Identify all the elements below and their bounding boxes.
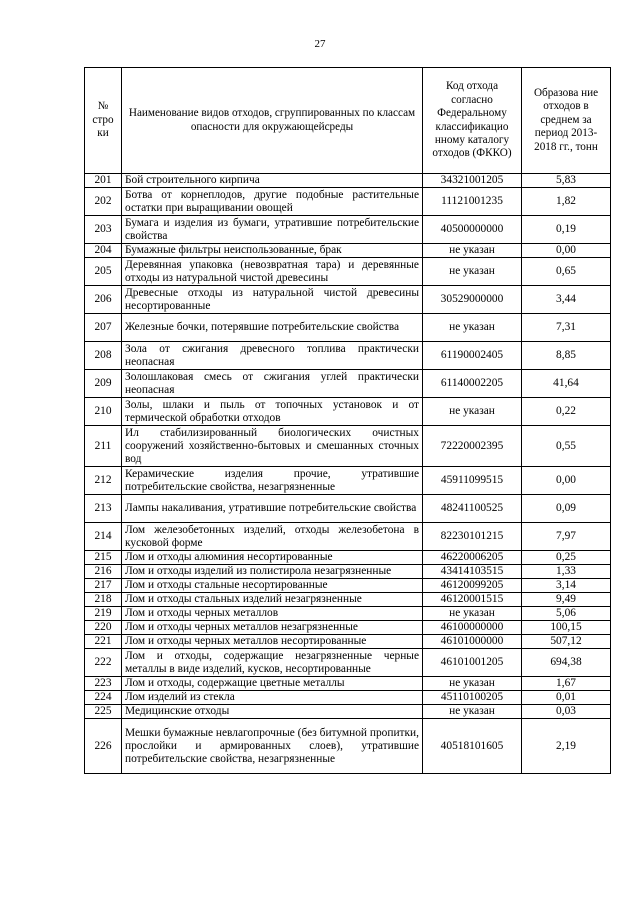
table-row — [85, 286, 611, 314]
waste-name: Древесные отходы из натуральной чистой древесины несортированные — [122, 286, 423, 314]
table-row — [85, 551, 611, 565]
waste-name: Керамические изделия прочие, утратившие потребительские свойства, незагрязненные — [122, 467, 423, 495]
waste-name: Ботва от корнеплодов, другие подобные растительные остатки при выращивании овощей — [122, 188, 423, 216]
waste-name: Лом и отходы черных металлов — [122, 607, 423, 621]
table-row — [85, 258, 611, 286]
row-number: 209 — [85, 370, 122, 398]
waste-amount: 2,19 — [522, 719, 611, 774]
waste-name: Лом и отходы алюминия несортированные — [122, 551, 423, 565]
fkko-code: 82230101215 — [423, 523, 522, 551]
waste-name: Железные бочки, потерявшие потребительские свойства — [122, 314, 423, 342]
table-row — [85, 174, 611, 188]
waste-amount: 0,00 — [522, 467, 611, 495]
table-row — [85, 621, 611, 635]
row-number: 204 — [85, 244, 122, 258]
waste-amount: 8,85 — [522, 342, 611, 370]
fkko-code: не указан — [423, 398, 522, 426]
row-number: 215 — [85, 551, 122, 565]
table-row — [85, 467, 611, 495]
fkko-code: 46220006205 — [423, 551, 522, 565]
table-row — [85, 398, 611, 426]
fkko-code: 46100000000 — [423, 621, 522, 635]
waste-amount: 0,65 — [522, 258, 611, 286]
row-number: 219 — [85, 607, 122, 621]
waste-name: Лом и отходы, содержащие цветные металлы — [122, 677, 423, 691]
waste-name: Лом и отходы стальных изделий незагрязненные — [122, 593, 423, 607]
row-number: 211 — [85, 426, 122, 467]
waste-name: Бумага и изделия из бумаги, утратившие потребительские свойства — [122, 216, 423, 244]
row-number: 220 — [85, 621, 122, 635]
table-row — [85, 370, 611, 398]
fkko-code: 11121001235 — [423, 188, 522, 216]
waste-amount: 0,03 — [522, 705, 611, 719]
waste-amount: 1,33 — [522, 565, 611, 579]
header-row-number: № стро ки — [85, 68, 122, 174]
fkko-code: 61140002205 — [423, 370, 522, 398]
header-fkko-code: Код отхода согласно Федеральному классификацио нному каталогу отходов (ФККО) — [423, 68, 522, 174]
fkko-code: 46101000000 — [423, 635, 522, 649]
fkko-code: 30529000000 — [423, 286, 522, 314]
table-row — [85, 216, 611, 244]
waste-name: Лампы накаливания, утратившие потребительские свойства — [122, 495, 423, 523]
fkko-code: 72220002395 — [423, 426, 522, 467]
fkko-code: 48241100525 — [423, 495, 522, 523]
fkko-code: 45110100205 — [423, 691, 522, 705]
waste-name: Лом и отходы, содержащие незагрязненные черные металлы в виде изделий, кусков, несортированные — [122, 649, 423, 677]
row-number: 216 — [85, 565, 122, 579]
waste-amount: 0,55 — [522, 426, 611, 467]
row-number: 214 — [85, 523, 122, 551]
fkko-code: не указан — [423, 258, 522, 286]
row-number: 218 — [85, 593, 122, 607]
waste-name: Мешки бумажные невлагопрочные (без битумной пропитки, прослойки и армированных слоев), утратившие потребительские свойства, незагрязненные — [122, 719, 423, 774]
waste-amount: 7,31 — [522, 314, 611, 342]
row-number: 206 — [85, 286, 122, 314]
fkko-code: 46120001515 — [423, 593, 522, 607]
row-number: 224 — [85, 691, 122, 705]
waste-name: Лом изделий из стекла — [122, 691, 423, 705]
table-row — [85, 426, 611, 467]
waste-amount: 3,44 — [522, 286, 611, 314]
header-waste-name: Наименование видов отходов, сгруппированных по классам опасности для окружающейсреды — [122, 68, 423, 174]
fkko-code: 40518101605 — [423, 719, 522, 774]
row-number: 225 — [85, 705, 122, 719]
fkko-code: 46101001205 — [423, 649, 522, 677]
waste-name: Золошлаковая смесь от сжигания углей практически неопасная — [122, 370, 423, 398]
waste-amount: 9,49 — [522, 593, 611, 607]
waste-name: Лом и отходы черных металлов незагрязненные — [122, 621, 423, 635]
row-number: 202 — [85, 188, 122, 216]
table-row — [85, 607, 611, 621]
table-header-row — [85, 68, 611, 174]
table-row — [85, 691, 611, 705]
waste-amount: 694,38 — [522, 649, 611, 677]
table-row — [85, 649, 611, 677]
waste-name: Лом и отходы стальные несортированные — [122, 579, 423, 593]
waste-name: Зола от сжигания древесного топлива практически неопасная — [122, 342, 423, 370]
row-number: 210 — [85, 398, 122, 426]
fkko-code: не указан — [423, 705, 522, 719]
table-row — [85, 705, 611, 719]
table-row — [85, 565, 611, 579]
table-row — [85, 244, 611, 258]
table-row — [85, 188, 611, 216]
table-row — [85, 593, 611, 607]
row-number: 201 — [85, 174, 122, 188]
fkko-code: 61190002405 — [423, 342, 522, 370]
table-row — [85, 342, 611, 370]
row-number: 203 — [85, 216, 122, 244]
waste-amount: 1,67 — [522, 677, 611, 691]
waste-amount: 0,25 — [522, 551, 611, 565]
waste-amount: 0,00 — [522, 244, 611, 258]
fkko-code: 46120099205 — [423, 579, 522, 593]
waste-name: Бумажные фильтры неиспользованные, брак — [122, 244, 423, 258]
fkko-code: не указан — [423, 244, 522, 258]
row-number: 226 — [85, 719, 122, 774]
table-row — [85, 495, 611, 523]
table-row — [85, 635, 611, 649]
fkko-code: не указан — [423, 677, 522, 691]
waste-amount: 1,82 — [522, 188, 611, 216]
table-row — [85, 719, 611, 774]
waste-name: Бой строительного кирпича — [122, 174, 423, 188]
fkko-code: 43414103515 — [423, 565, 522, 579]
row-number: 213 — [85, 495, 122, 523]
row-number: 207 — [85, 314, 122, 342]
fkko-code: 45911099515 — [423, 467, 522, 495]
waste-name: Лом и отходы черных металлов несортированные — [122, 635, 423, 649]
row-number: 212 — [85, 467, 122, 495]
fkko-code: не указан — [423, 607, 522, 621]
table-row — [85, 677, 611, 691]
waste-table — [84, 67, 611, 774]
row-number: 223 — [85, 677, 122, 691]
page-number: 27 — [314, 38, 326, 50]
row-number: 221 — [85, 635, 122, 649]
waste-amount: 5,83 — [522, 174, 611, 188]
table-row — [85, 523, 611, 551]
waste-name: Золы, шлаки и пыль от топочных установок и от термической обработки отходов — [122, 398, 423, 426]
row-number: 205 — [85, 258, 122, 286]
waste-amount: 507,12 — [522, 635, 611, 649]
waste-amount: 5,06 — [522, 607, 611, 621]
waste-amount: 0,01 — [522, 691, 611, 705]
table-row — [85, 579, 611, 593]
waste-name: Лом и отходы изделий из полистирола незагрязненные — [122, 565, 423, 579]
row-number: 208 — [85, 342, 122, 370]
fkko-code: не указан — [423, 314, 522, 342]
fkko-code: 34321001205 — [423, 174, 522, 188]
waste-amount: 0,22 — [522, 398, 611, 426]
fkko-code: 40500000000 — [423, 216, 522, 244]
waste-name: Лом железобетонных изделий, отходы железобетона в кусковой форме — [122, 523, 423, 551]
row-number: 222 — [85, 649, 122, 677]
waste-name: Медицинские отходы — [122, 705, 423, 719]
waste-name: Деревянная упаковка (невозвратная тара) и деревянные отходы из натуральной чистой древесины — [122, 258, 423, 286]
waste-name: Ил стабилизированный биологических очистных сооружений хозяйственно-бытовых и смешанных сточных вод — [122, 426, 423, 467]
waste-amount: 0,19 — [522, 216, 611, 244]
row-number: 217 — [85, 579, 122, 593]
header-waste-amount: Образова ние отходов в среднем за период 2013-2018 гг., тонн — [522, 68, 611, 174]
waste-amount: 3,14 — [522, 579, 611, 593]
waste-amount: 41,64 — [522, 370, 611, 398]
table-row — [85, 314, 611, 342]
waste-amount: 100,15 — [522, 621, 611, 635]
waste-amount: 0,09 — [522, 495, 611, 523]
waste-amount: 7,97 — [522, 523, 611, 551]
